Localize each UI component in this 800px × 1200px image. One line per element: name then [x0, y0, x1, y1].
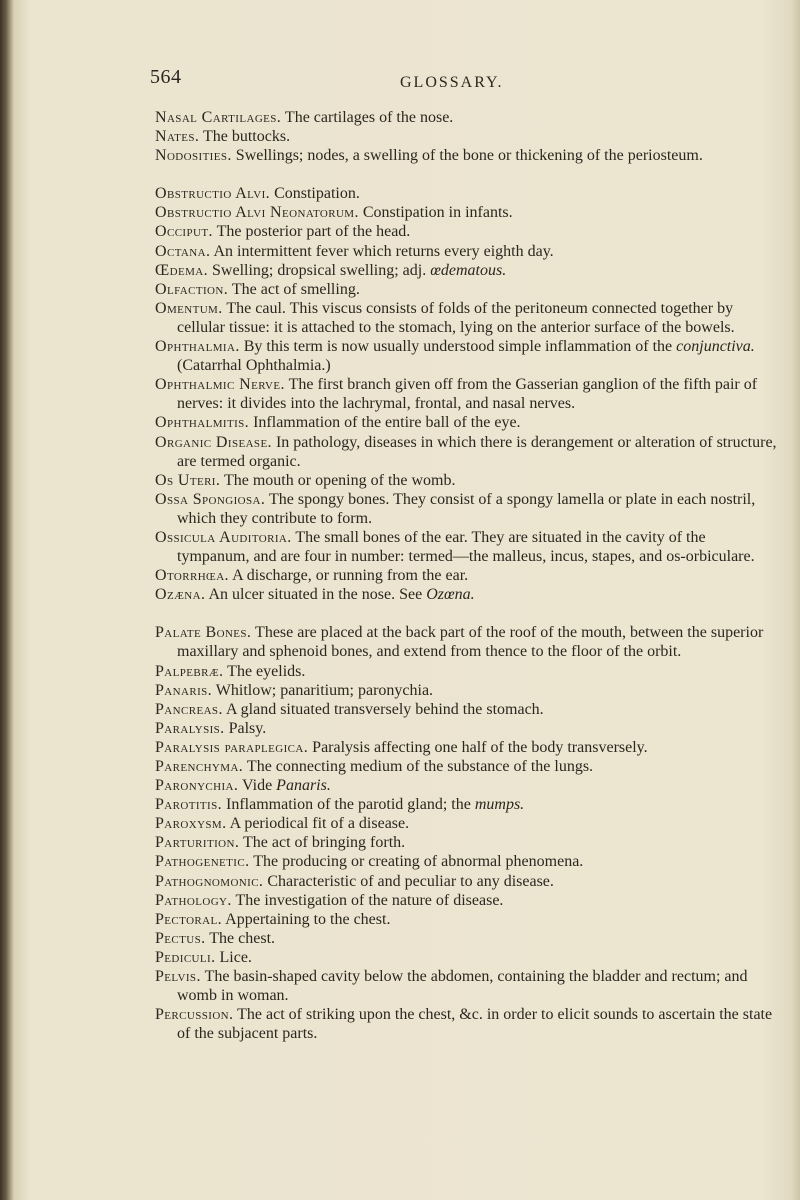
entry-definition: The small bones of the ear. They are situated in the cavity of the tympanum, and are four in number: termed—the malleus, incus, stapes, and os-orbiculare.: [177, 528, 755, 566]
entry-term: Ossa Spongiosa.: [155, 490, 266, 508]
glossary-entry: [155, 891, 780, 910]
page-number: 564: [150, 66, 182, 88]
entry-definition: A discharge, or running from the ear.: [232, 567, 469, 585]
entry-definition: The posterior part of the head.: [216, 223, 411, 241]
entry-definition: An intermittent fever which returns every eighth day.: [213, 242, 554, 260]
entry-italic: conjunctiva.: [676, 338, 755, 356]
glossary-entry: [155, 738, 780, 757]
glossary-entry: [155, 623, 780, 661]
entry-definition: The caul. This viscus consists of folds of the peritoneum connected together by cellular tissue: it is attached to the stomach, lying on the anterior surface of the bowels.: [177, 299, 735, 336]
entry-term: Ophthalmia.: [155, 338, 240, 356]
entry-term: Ozæna.: [155, 586, 206, 604]
entry-term: Nodosities.: [155, 147, 232, 165]
glossary-entry: [155, 872, 780, 891]
entry-definition: The eyelids.: [227, 662, 306, 680]
entry-definition: The cartilages of the nose.: [284, 109, 454, 126]
entry-definition: Inflammation of the parotid gland; the mumps.: [226, 796, 525, 814]
entry-term: Paronychia.: [155, 777, 239, 795]
glossary-entry: [155, 184, 780, 203]
entry-term: Pectoral.: [155, 910, 223, 928]
glossary-entry: [155, 929, 780, 948]
entry-term: Obstructio Alvi Neonatorum.: [155, 204, 359, 222]
glossary-entry: [155, 222, 780, 241]
glossary-entries: [155, 108, 780, 1043]
glossary-entry: [155, 280, 780, 299]
entry-definition: The basin-shaped cavity below the abdomen, containing the bladder and rectum; and womb in woman.: [177, 968, 748, 1005]
entry-definition: The act of bringing forth.: [242, 834, 406, 852]
entry-term: Nasal Cartilages.: [155, 109, 282, 126]
entry-definition: The act of smelling.: [231, 280, 360, 298]
entry-term: Paroxysm.: [155, 815, 227, 833]
entry-italic: mumps.: [474, 796, 525, 814]
entry-definition: The buttocks.: [202, 128, 291, 146]
glossary-entry: [155, 833, 780, 852]
entry-term: Pathology.: [155, 891, 232, 909]
glossary-entry: [155, 146, 780, 165]
glossary-entry: [155, 261, 780, 280]
glossary-entry: [155, 585, 780, 604]
entry-term: Ophthalmic Nerve.: [155, 376, 285, 394]
glossary-entry: [155, 299, 780, 337]
entry-term: Pelvis.: [155, 968, 201, 986]
entry-italic: œdematous.: [430, 261, 507, 279]
entry-term: Panaris.: [155, 681, 213, 699]
entry-definition: The mouth or opening of the womb.: [223, 471, 456, 489]
entry-definition: Swelling; dropsical swelling; adj. œdematous.: [212, 261, 507, 279]
entry-term: Pediculi.: [155, 948, 216, 966]
entry-definition: The first branch given off from the Gasserian ganglion of the fifth pair of nerves: it divides into the lachrymal, frontal, and nasal nerves.: [177, 376, 758, 413]
entry-term: Os Uteri.: [155, 471, 221, 489]
glossary-entry: [155, 757, 780, 776]
glossary-entry: [155, 1005, 780, 1043]
entry-term: Paralysis.: [155, 719, 225, 737]
entry-term: Pancreas.: [155, 700, 223, 718]
glossary-entry: [155, 203, 780, 222]
glossary-entry: [155, 852, 780, 871]
running-head: GLOSSARY.: [400, 74, 504, 91]
entry-definition: Appertaining to the chest.: [225, 910, 391, 928]
entry-term: Pectus.: [155, 929, 206, 947]
entry-definition: The producing or creating of abnormal phenomena.: [253, 853, 584, 871]
glossary-entry: [155, 433, 780, 471]
glossary-entry: [155, 700, 780, 719]
entry-term: Octana.: [155, 242, 211, 260]
entry-definition: The act of striking upon the chest, &c. in order to elicit sounds to ascertain the state of the subjacent parts.: [177, 1006, 773, 1043]
glossary-entry: [155, 108, 780, 127]
glossary-entry: [155, 375, 780, 413]
entry-definition: The spongy bones. They consist of a spongy lamella or plate in each nostril, which they contribute to form.: [177, 490, 756, 527]
entry-definition: By this term is now usually understood simple inflammation of the conjunctiva. (Catarrhal Ophthalmia.): [177, 338, 755, 375]
entry-term: Nates.: [155, 128, 200, 146]
glossary-entry: [155, 719, 780, 738]
glossary-entry: [155, 814, 780, 833]
entry-term: Organic Disease.: [155, 433, 272, 451]
entry-italic: Panaris.: [276, 777, 331, 795]
entry-definition: Vide Panaris.: [242, 777, 331, 795]
entry-term: Œdema.: [155, 261, 209, 279]
entry-term: Otorrhœa.: [155, 567, 229, 585]
entry-term: Palate Bones.: [155, 624, 252, 642]
entry-term: Obstructio Alvi.: [155, 185, 271, 203]
entry-italic: Ozœna.: [426, 586, 475, 604]
glossary-entry: [155, 242, 780, 261]
entry-term: Ossicula Auditoria.: [155, 528, 292, 546]
entry-term: Omentum.: [155, 299, 223, 317]
entry-definition: Lice.: [219, 948, 252, 966]
entry-definition: In pathology, diseases in which there is derangement or alteration of structure, are termed organic.: [177, 433, 777, 470]
entry-definition: Inflammation of the entire ball of the eye.: [253, 414, 521, 432]
entry-definition: Constipation.: [274, 185, 360, 203]
glossary-entry: [155, 528, 780, 566]
entry-term: Palpebræ.: [155, 662, 224, 680]
entry-definition: An ulcer situated in the nose. See Ozœna.: [208, 586, 475, 604]
glossary-entry: [155, 413, 780, 432]
entry-term: Occiput.: [155, 223, 213, 241]
glossary-entry: [155, 795, 780, 814]
entry-term: Percussion.: [155, 1006, 234, 1024]
entry-term: Paralysis paraplegica.: [155, 738, 309, 756]
glossary-entry: [155, 967, 780, 1005]
entry-definition: These are placed at the back part of the roof of the mouth, between the superior maxillary and sphenoid bones, and extend from thence to the floor of the orbit.: [177, 624, 764, 661]
entry-definition: The connecting medium of the substance of the lungs.: [246, 758, 594, 775]
entry-definition: Swellings; nodes, a swelling of the bone or thickening of the periosteum.: [235, 147, 703, 165]
glossary-entry: [155, 662, 780, 681]
glossary-entry: [155, 910, 780, 929]
entry-term: Ophthalmitis.: [155, 414, 250, 432]
entry-term: Parotitis.: [155, 796, 223, 814]
glossary-entry: [155, 490, 780, 528]
entry-definition: A periodical fit of a disease.: [229, 815, 410, 833]
entry-term: Parenchyma.: [155, 758, 244, 775]
glossary-entry: [155, 681, 780, 700]
entry-definition: Paralysis affecting one half of the body transversely.: [312, 738, 648, 756]
entry-definition: The investigation of the nature of disease.: [235, 891, 504, 909]
entry-definition: Characteristic of and peculiar to any disease.: [267, 872, 554, 890]
entry-definition: Whitlow; panaritium; paronychia.: [215, 681, 434, 699]
glossary-entry: [155, 127, 780, 146]
glossary-entry: [155, 471, 780, 490]
entry-definition: A gland situated transversely behind the stomach.: [225, 700, 544, 718]
entry-term: Olfaction.: [155, 280, 229, 298]
entry-definition: Palsy.: [228, 719, 267, 737]
entry-term: Pathognomonic.: [155, 872, 264, 890]
entry-term: Parturition.: [155, 834, 240, 852]
page-header: [150, 66, 570, 92]
glossary-entry: [155, 566, 780, 585]
glossary-entry: [155, 776, 780, 795]
entry-definition: The chest.: [209, 929, 276, 947]
glossary-entry: [155, 337, 780, 375]
glossary-entry: [155, 948, 780, 967]
entry-definition: Constipation in infants.: [362, 204, 513, 222]
entry-term: Pathogenetic.: [155, 853, 250, 871]
